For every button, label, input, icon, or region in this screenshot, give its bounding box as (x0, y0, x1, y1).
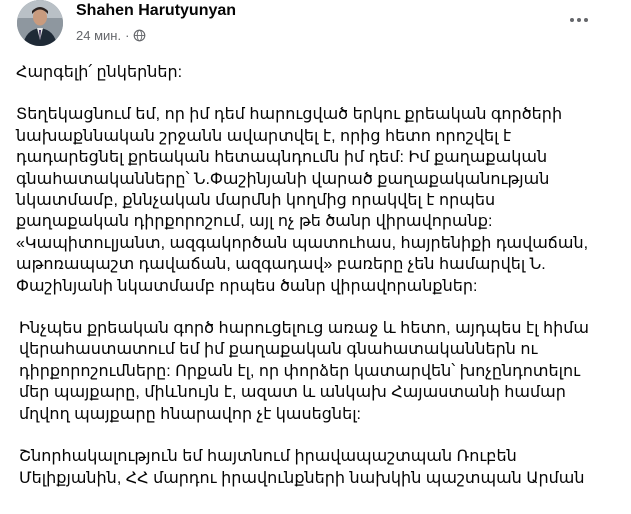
author-avatar[interactable] (17, 0, 63, 46)
post-paragraph: Ինչպես քրեական գործ հարուցելուց առաջ և հետո, այդպես էլ հիմա վերահաստատում եմ իմ քաղաքական գնահատականներն ու դիրքորոշումները: Որքան էլ, որ փորձեր կատարվեն՝ խոչընդոտելու մեր պայքարը, միևնույն է, ազատ և անկախ Հայաստանի համար մղվող պայքարը հնարավոր չէ կասեցնել: (19, 320, 589, 423)
more-dot (570, 18, 574, 22)
meta-separator: · (125, 28, 130, 43)
author-name[interactable]: Shahen Harutyunyan (76, 2, 237, 19)
more-dot (584, 18, 588, 22)
post-greeting: Հարգելի՛ ընկերներ: (16, 64, 183, 81)
more-options-icon[interactable] (566, 10, 592, 30)
post-meta (76, 28, 146, 43)
avatar-photo (17, 0, 63, 46)
post-body (16, 62, 606, 489)
more-dot (577, 18, 581, 22)
post-paragraph: Շնորհակալություն եմ հայտնում իրավապաշտպան Ռուբեն Մելիքյանին, ՀՀ մարդու իրավունքների նախկին պաշտպան Արման (19, 448, 585, 487)
post-paragraph: Տեղեկացնում եմ, որ իմ դեմ հարուցված երկու քրեական գործերի նախաքննական շրջանն ավարտվել է, որից հետո որոշվել է դադարեցնել քրեական հետապնդումն իմ դեմ: Իմ քաղաքական գնահատականները՝ Ն.Փաշինյանի վարած քաղաքականության նկատմամբ, քննչական մարմնի կողմից որակվել է որպես քաղաքական դիրքորոշում, այլ ոչ թե ծանր վիրավորանք: «Կապիտուլյանտ, ազգակործան պատուհաս, հայրենիքի դավաճան, աթոռապաշտ դավաճան, ազգադավ» բառերը չեն համարվել Ն. Փաշինյանի նկատմամբ որպես ծանր վիրավորանքներ: (16, 106, 589, 295)
post-timestamp[interactable]: 24 мин. (76, 28, 122, 43)
globe-icon[interactable] (133, 29, 146, 42)
